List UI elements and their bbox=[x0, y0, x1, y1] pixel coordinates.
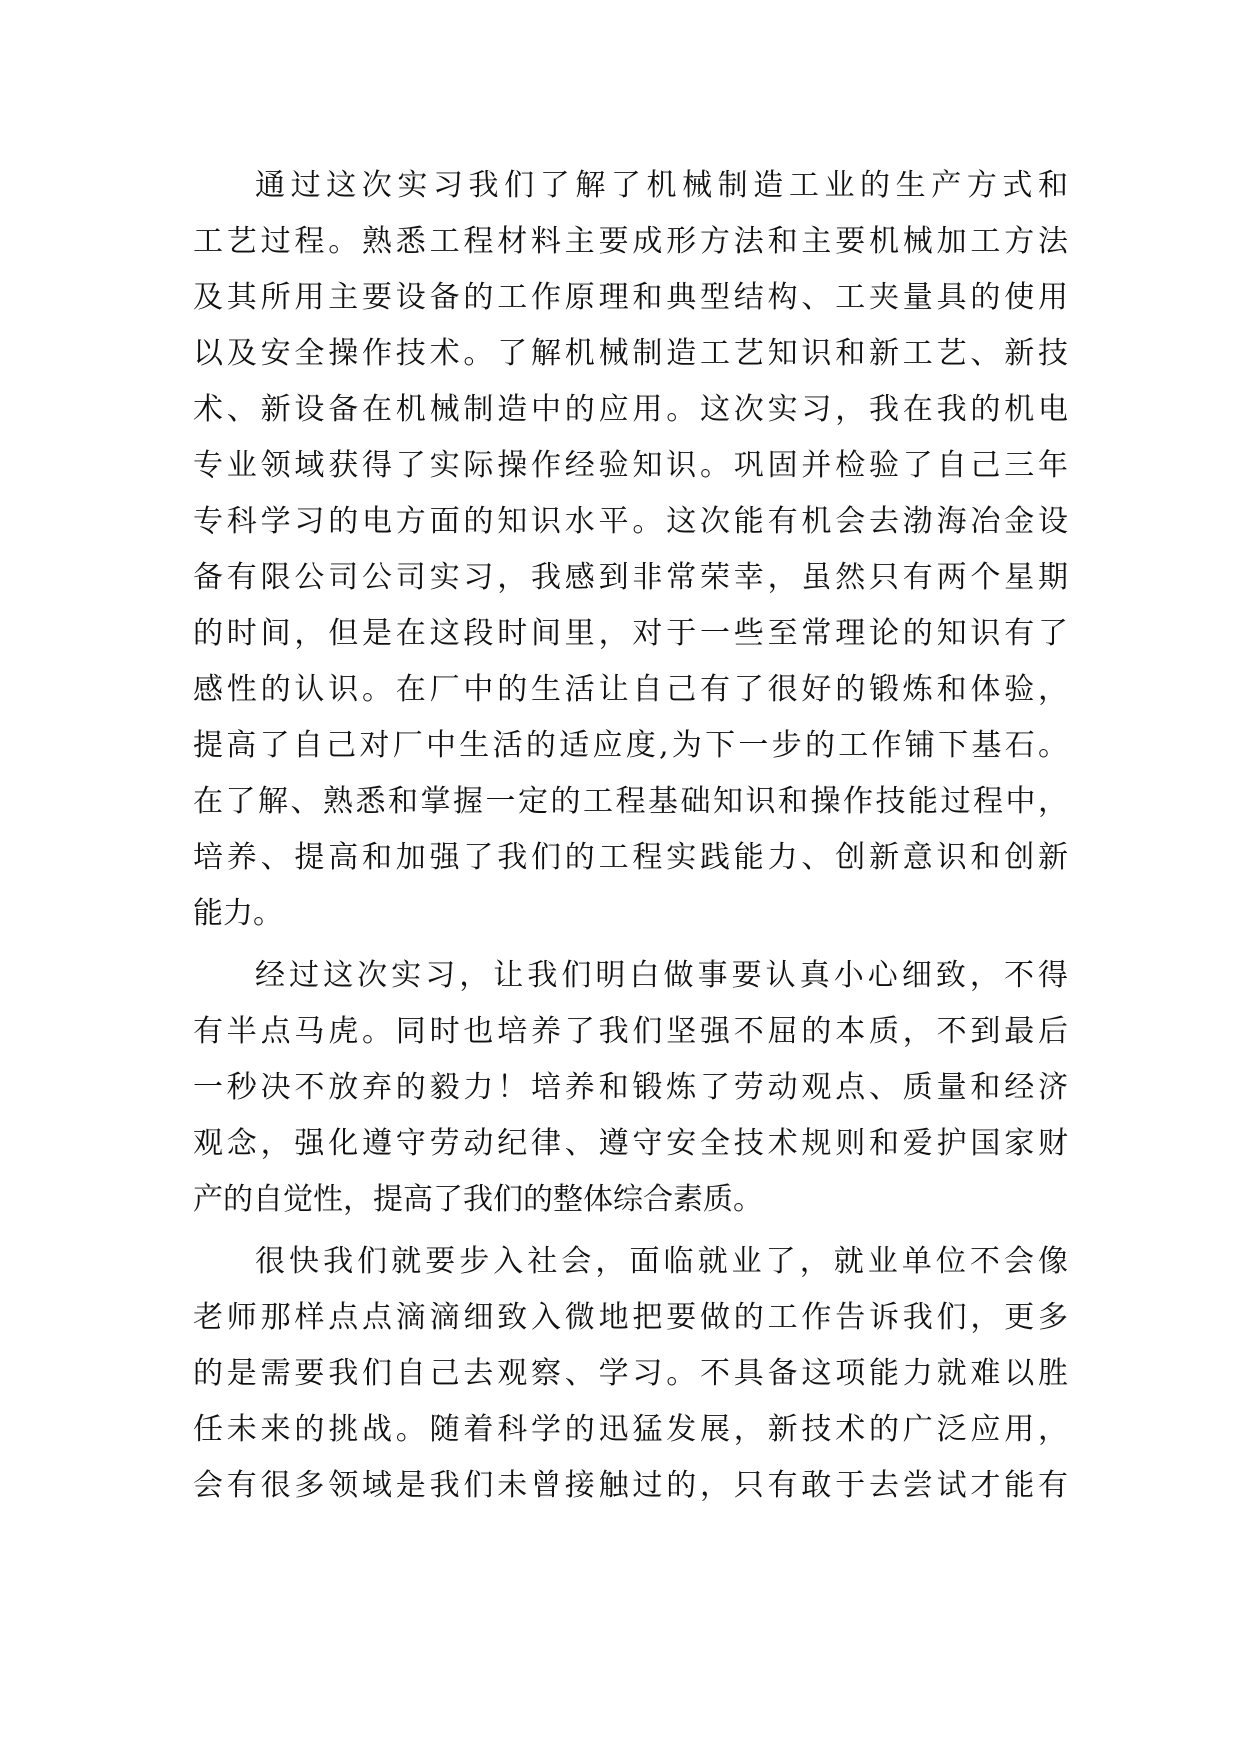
text-line: 有半点马虎。同时也培养了我们坚强不屈的本质，不到最后 bbox=[193, 1014, 1068, 1049]
paragraph-1 bbox=[193, 158, 1068, 942]
text-line: 一秒决不放弃的毅力！培养和锻炼了劳动观点、质量和经济 bbox=[193, 1070, 1068, 1105]
paragraph-2 bbox=[193, 948, 1068, 1228]
text-line: 在了解、熟悉和掌握一定的工程基础知识和操作技能过程中， bbox=[193, 784, 1068, 819]
text-line: 感性的认识。在厂中的生活让自己有了很好的锻炼和体验， bbox=[193, 672, 1068, 707]
text-line: 术、新设备在机械制造中的应用。这次实习，我在我的机电 bbox=[193, 392, 1068, 427]
text-line: 观念，强化遵守劳动纪律、遵守安全技术规则和爱护国家财 bbox=[193, 1126, 1068, 1161]
text-line: 专业领域获得了实际操作经验知识。巩固并检验了自己三年 bbox=[193, 448, 1068, 483]
text-line: 产的自觉性，提高了我们的整体综合素质。 bbox=[193, 1182, 763, 1217]
text-line: 会有很多领域是我们未曾接触过的，只有敢于去尝试才能有 bbox=[193, 1468, 1068, 1503]
text-line: 提高了自己对厂中生活的适应度,为下一步的工作铺下基石。 bbox=[193, 728, 1068, 763]
text-line: 能力。 bbox=[193, 896, 283, 931]
text-line: 很快我们就要步入社会，面临就业了，就业单位不会像 bbox=[255, 1244, 1068, 1279]
text-line: 的时间，但是在这段时间里，对于一些至常理论的知识有了 bbox=[193, 616, 1068, 651]
text-line: 的是需要我们自己去观察、学习。不具备这项能力就难以胜 bbox=[193, 1356, 1068, 1391]
paragraph-3 bbox=[193, 1234, 1068, 1514]
text-line: 专科学习的电方面的知识水平。这次能有机会去渤海冶金设 bbox=[193, 504, 1068, 539]
text-line: 及其所用主要设备的工作原理和典型结构、工夹量具的使用 bbox=[193, 280, 1068, 315]
text-line: 以及安全操作技术。了解机械制造工艺知识和新工艺、新技 bbox=[193, 336, 1068, 371]
document-body bbox=[193, 158, 1068, 1514]
text-line: 培养、提高和加强了我们的工程实践能力、创新意识和创新 bbox=[193, 840, 1068, 875]
text-line: 工艺过程。熟悉工程材料主要成形方法和主要机械加工方法 bbox=[193, 224, 1068, 259]
text-line: 任未来的挑战。随着科学的迅猛发展，新技术的广泛应用， bbox=[193, 1412, 1068, 1447]
text-line: 通过这次实习我们了解了机械制造工业的生产方式和 bbox=[255, 168, 1068, 203]
text-line: 备有限公司公司实习，我感到非常荣幸，虽然只有两个星期 bbox=[193, 560, 1068, 595]
text-line: 老师那样点点滴滴细致入微地把要做的工作告诉我们，更多 bbox=[193, 1300, 1068, 1335]
text-line: 经过这次实习，让我们明白做事要认真小心细致，不得 bbox=[255, 958, 1068, 993]
